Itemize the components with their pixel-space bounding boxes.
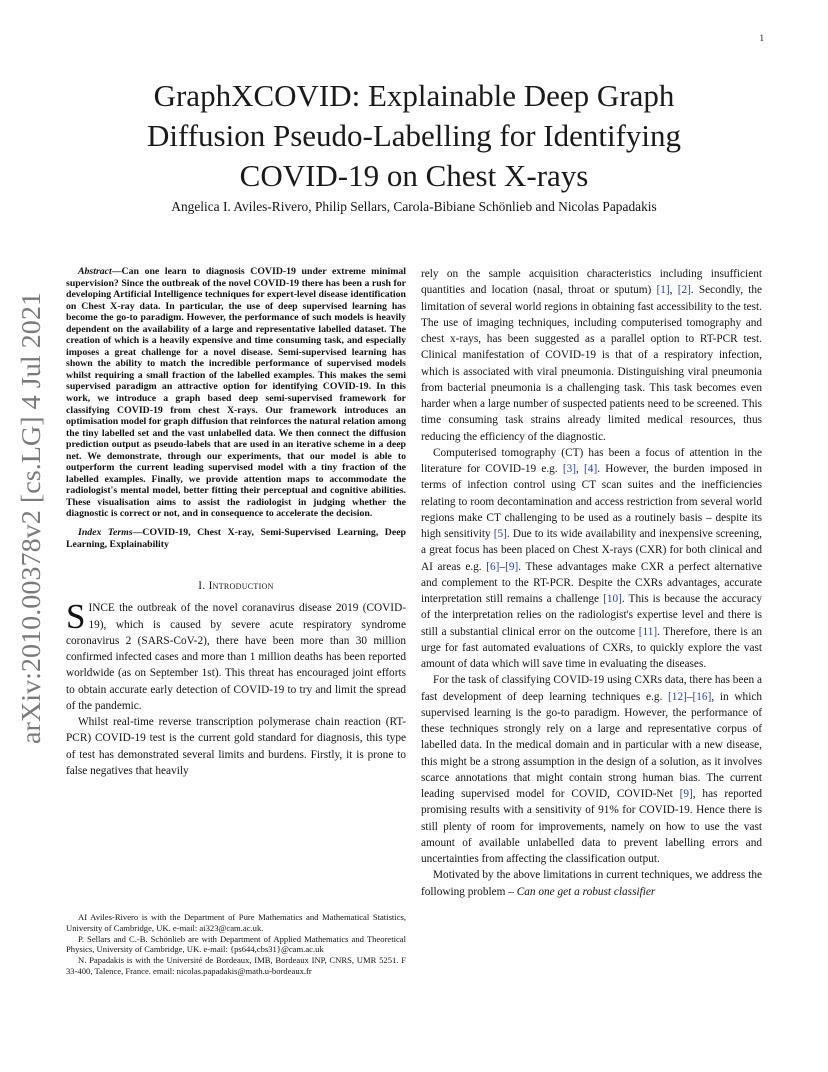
section-number: I.	[198, 580, 209, 593]
section-title: Introduction	[208, 580, 274, 593]
intro-paragraph-1-text: INCE the outbreak of the novel coranavirus disease 2019 (COVID-19), which is caused by severe acute respiratory syndrome coronavirus 2 (SARS-CoV-2), there have been more than 30 million confirmed infected cases and more than 1 million deaths has been reported worldwide (as on September 1st). This threat has encouraged joint efforts to obtain accurate early detection of COVID-19 to try and limit the spread of the pandemic.	[66, 602, 406, 712]
text-run: ,	[669, 284, 678, 297]
abstract	[66, 266, 406, 520]
text-run: . Secondly, the limitation of several world regions in obtaining fast accessibility to the test. The use of imaging techniques, including computerised tomography and chest x-rays, has been suggested as a parallel option to RT-PCR test. Clinical manifestation of COVID-19 is that of a respiratory infection, which is associated with viral pneumonia. Distinguishing viral pneumonia from bacterial pneumonia is a challenging task. This task becomes even harder when a large number of suspected patients need to be screened. This time consuming task strains already limited medical resources, thus reducing the efficiency of the diagnostic.	[421, 284, 762, 443]
text-run: . However, the burden imposed in terms of infection control using CT scan suites and the inefficiencies relating to room decontamination and access restriction from several world regions make CT challenging to be used as a routinely basis – despite its high sensitivity	[421, 463, 762, 540]
footnotes	[66, 912, 406, 977]
abstract-lead: Abstract	[78, 266, 112, 277]
index-terms-lead: Index Terms	[78, 527, 133, 539]
index-terms	[66, 527, 406, 550]
right-paragraph-3	[421, 672, 762, 867]
citation-link[interactable]: [6]	[486, 560, 500, 573]
citation-link[interactable]: [11]	[638, 625, 658, 638]
title-line-3: COVID-19 on Chest X-rays	[239, 158, 589, 193]
italic-question: Can one get a robust classifier	[516, 885, 656, 898]
text-run: , in which supervised learning is the go-to paradigm. However, the performance of these techniques strongly rely on a large and representative corpus of labelled data. In the medical domain and in particular with a new disease, this might be a strong assumption in the design of a solution, as it involves scarce annotations that might contain strong human bias. The current leading supervised model for COVID, COVID-Net	[421, 690, 762, 800]
citation-link[interactable]: [3]	[562, 463, 577, 475]
text-run: –	[499, 560, 506, 573]
intro-paragraph-1	[66, 597, 406, 714]
footnote-2: P. Sellars and C.-B. Schönlieb are with Department of Applied Mathematics and Theoretical Physics, University of Cambridge, UK. e-mail: {ps644,cbs31}@cam.ac.uk	[66, 933, 406, 955]
right-paragraph-1	[421, 266, 762, 445]
citation-link[interactable]: [16]	[692, 690, 712, 703]
text-run: rely on the sample acquisition characteristics including insufficient quantities and location (nasal, throat or sputum)	[421, 268, 762, 297]
section-heading-introduction	[66, 578, 406, 594]
index-terms-text: —COVID-19, Chest X-ray, Semi-Supervised Learning, Deep Learning, Explainability	[66, 527, 406, 550]
title-line-2: Diffusion Pseudo-Labelling for Identifying	[146, 118, 682, 153]
text-run: . This is because the accuracy of the interpretation relies on the radiologist's expertise level and there is still a substantial clinical error on the outcome	[421, 593, 763, 638]
text-run: . Due to its wide availability and inexpensive screening, a great focus has been placed on Chest X-rays (CXR) for both clinical and AI areas e.g.	[421, 528, 762, 573]
text-run: Motivated by the above limitations in current techniques, we address the following problem –	[421, 869, 762, 898]
right-column	[421, 266, 762, 900]
text-run: ,	[576, 463, 585, 475]
left-column	[66, 266, 406, 779]
footnote-3: N. Papadakis is with the Université de Bordeaux, IMB, Bordeaux INP, CNRS, UMR 5251. F 33-400, Talence, France. email: nicolas.papadakis@math.u-bordeaux.fr	[66, 955, 406, 976]
page-number: 1	[759, 33, 764, 43]
citation-link[interactable]: [10]	[603, 593, 622, 605]
arxiv-identifier: arXiv:2010.00378v2 [cs.LG] 4 Jul 2021	[16, 310, 46, 744]
text-run: . Therefore, there is an urge for fast automated evaluations of CXRs, to quickly explore the vast amount of data which will save time in evaluating the diseases.	[421, 625, 762, 670]
citation-link[interactable]: [4]	[584, 463, 598, 475]
text-run: , has reported promising results with a sensitivity of 91% for COVID-19. Hence there is still plenty of room for improvements, namely on how to use the vast amount of available unlabelled data to prevent labelling errors and uncertainties from affecting the classification output.	[421, 788, 762, 865]
citation-link[interactable]: [12]	[668, 690, 687, 703]
citation-link[interactable]: [1]	[656, 284, 670, 297]
footnote-1: AI Aviles-Rivero is with the Department of Pure Mathematics and Mathematical Statistics, University of Cambridge, UK. e-mail: ai323@cam.ac.uk.	[66, 912, 406, 933]
citation-link[interactable]: [5]	[493, 528, 507, 540]
right-paragraph-4	[421, 867, 762, 900]
paper-title	[100, 76, 728, 196]
arxiv-side-label	[4, 294, 50, 746]
author-list: Angelica I. Aviles-Rivero, Philip Sellars, Carola-Bibiane Schönlieb and Nicolas Papadakis	[171, 199, 657, 214]
intro-paragraph-2: Whilst real-time reverse transcription polymerase chain reaction (RT-PCR) COVID-19 test is the current gold standard for diagnosis, this type of test has demonstrated several limits and burdens. Firstly, it is prone to false negatives that heavily	[66, 716, 406, 777]
citation-link[interactable]: [9]	[679, 788, 693, 800]
citation-link[interactable]: [9]	[505, 560, 519, 573]
right-paragraph-2	[421, 445, 762, 673]
text-run: . These advantages make CXR a perfect alternative and complement to the RT-PCR. Despite the CXRs advantages, accurate interpretation still remains a challenge	[421, 560, 763, 605]
drop-cap: S	[66, 597, 86, 637]
citation-link[interactable]: [2]	[677, 284, 691, 297]
abstract-text: —Can one learn to diagnosis COVID-19 under extreme minimal supervision? Since the outbreak of the novel COVID-19 there has been a rush for developing Artificial Intelligence techniques for expert-level disease identification on Chest X-ray data. In particular, the use of deep supervised learning has become the go-to paradigm. However, the performance of such models is heavily dependent on the availability of a large and representative labelled dataset. The creation of which is a heavily expensive and time consuming task, and especially imposes a great challenge for a novel disease. Semi-supervised learning has shown the ability to match the incredible performance of supervised models whilst requiring a small fraction of the labelled examples. This makes the semi supervised paradigm an attractive option for identifying COVID-19. In this work, we introduce a graph based deep semi-supervised framework for classifying COVID-19 from chest X-rays. Our framework introduces an optimisation model for graph diffusion that reinforces the natural relation among the tiny labelled set and the vast unlabelled data. We then connect the diffusion prediction output as pseudo-labels that are used in an iterative scheme in a deep net. We demonstrate, through our experiments, that our model is able to outperform the current leading supervised model with a tiny fraction of the labelled examples. Finally, we provide attention maps to accommodate the radiologist's mental model, better fitting their perceptual and cognitive abilities. These visualisation aims to assist the radiologist in judging whether the diagnostic is correct or not, and in consequence to accelerate the decision.	[66, 266, 406, 520]
text-run: For the task of classifying COVID-19 using CXRs data, there has been a fast development of deep learning techniques e.g.	[421, 674, 762, 703]
text-run: Computerised tomography (CT) has been a focus of attention in the literature for COVID-19 e.g.	[421, 446, 762, 475]
title-line-1: GraphXCOVID: Explainable Deep Graph	[153, 78, 675, 113]
text-run: –	[686, 690, 693, 703]
